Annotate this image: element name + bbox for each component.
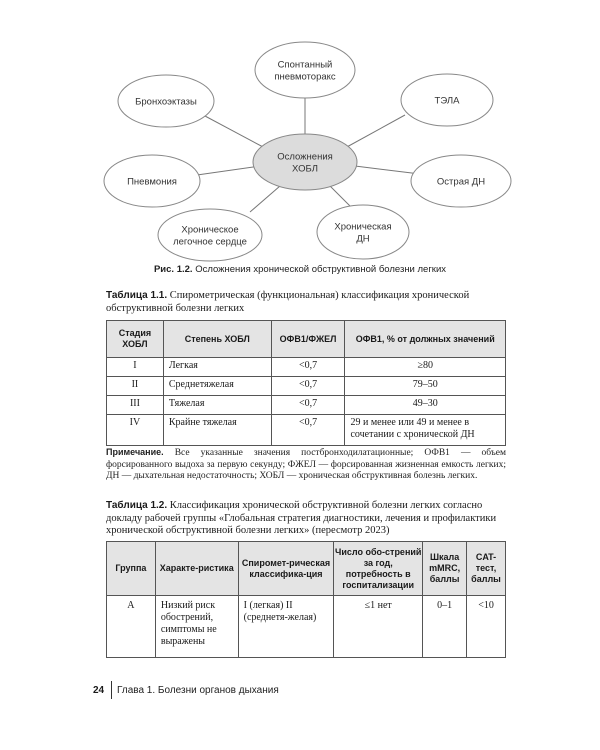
table-cell: 29 и менее или 49 и менее в сочетании с хронической ДН [345,415,506,446]
node-label-pneumonia: Пневмония [127,176,177,188]
figure-caption [0,264,600,275]
col-header-degree: Степень ХОБЛ [163,321,271,358]
note-text: Все указанные значения постбронходилатационные; ОФВ1 — объем форсированного выдоха за первую секунду; ФЖЕЛ — форсированная жизненная емкость легких; ДН — дыхательная недостаточность; ХОБЛ — хроническая обструктивная болезнь легких. [106,448,507,481]
node-label-pneumothorax: Спонтанный пневмоторакс [274,59,336,83]
note-label: Примечание. [106,447,164,457]
table-cell: <0,7 [271,377,345,396]
figure-caption-text: Осложнения хронической обструктивной болезни легких [195,264,447,275]
col-header-group: Группа [107,542,156,596]
table-row [107,415,506,446]
table2-label: Таблица 1.2. [106,500,168,511]
table-cell: Низкий риск обострений, симптомы не выражены [155,596,238,658]
table-cell: 0–1 [423,596,467,658]
table-cell: Среднетяжелая [163,377,271,396]
table1-label: Таблица 1.1. [106,290,168,301]
table-cell: III [107,396,164,415]
table2-title: Классификация хронической обструктивной болезни легких согласно докладу рабочей группы «Глобальная стратегия диагностики, лечения и профилактики хронической обструктивной болезни легких» (пересмотр 2023) [106,500,497,536]
footer-divider [111,681,112,699]
col-header-characteristic: Характе-ристика [155,542,238,596]
table-cell: 79–50 [345,377,506,396]
table-cell: Легкая [163,358,271,377]
node-label-cor-pulmonale: Хроническое легочное сердце [173,224,247,248]
table-cell: Крайне тяжелая [163,415,271,446]
spirometry-table [106,320,506,446]
table-cell: <10 [467,596,506,658]
table-cell: II [107,377,164,396]
table-cell: <0,7 [271,396,345,415]
table2-caption [106,500,506,538]
table-cell: 49–30 [345,396,506,415]
col-header-spirometry: Спиромет-рическая классифика-ция [238,542,334,596]
table1-note [106,447,506,483]
table-header-row [107,321,506,358]
table-cell: IV [107,415,164,446]
node-label-chronic-rf: Хроническая ДН [334,221,392,245]
col-header-fev1: ОФВ1, % от должных значений [345,321,506,358]
page-number: 24 [93,685,105,696]
complications-diagram [0,0,600,262]
table-row [107,396,506,415]
col-header-ratio: ОФВ1/ФЖЕЛ [271,321,345,358]
table-cell: ≤1 нет [334,596,423,658]
col-header-cat: CAT-тест, баллы [467,542,506,596]
table-header-row [107,542,506,596]
col-header-stage: Стадия ХОБЛ [107,321,164,358]
table-cell: ≥80 [345,358,506,377]
node-label-bronchiectasis: Бронхоэктазы [135,96,197,108]
col-header-exacerbations: Число обо-стрений за год, потребность в госпитализации [334,542,423,596]
node-label-tela: ТЭЛА [434,95,460,107]
table-cell: I (легкая) II (среднетя-желая) [238,596,334,658]
table-cell: Тяжелая [163,396,271,415]
gold-classification-table [106,541,506,658]
table-cell: А [107,596,156,658]
col-header-mmrc: Шкала mMRC, баллы [423,542,467,596]
table1-title: Спирометрическая (функциональная) классификация хронической обструктивной болезни легких [106,290,470,314]
table-row [107,358,506,377]
table1-caption [106,290,506,315]
table-row [107,596,506,658]
running-footer: Глава 1. Болезни органов дыхания [117,685,279,696]
node-label-acute-rf: Острая ДН [436,176,486,188]
table-cell: I [107,358,164,377]
table-cell: <0,7 [271,358,345,377]
figure-caption-label: Рис. 1.2. [153,264,193,275]
table-cell: <0,7 [271,415,345,446]
table-row [107,377,506,396]
node-label-center: Осложнения ХОБЛ [277,151,333,175]
